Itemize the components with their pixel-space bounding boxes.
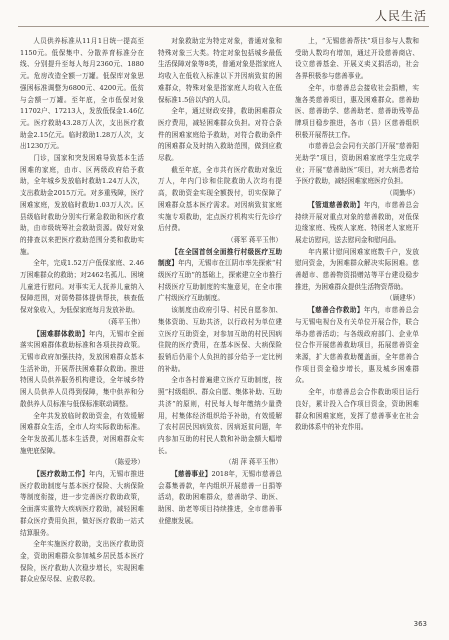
author-credit: （蒋平玉伟） [104,317,144,326]
paragraph [295,305,419,387]
paragraph [158,247,282,306]
section-heading: 【困难群体救助】 [33,329,89,338]
section-heading: 【慈善事业】 [171,470,212,479]
author-credit: （蒋军 蒋平玉伟） [227,235,282,244]
paragraph [295,387,419,434]
paragraph [20,539,144,586]
paragraph-text: 年内，无锡市全面落实困难群体救助标准和各项扶持政策。无锡市政府加强扶持，发放困难群众基本生活补助，开展帮扶困难群众救助。推进特困人员供养服务机构建设，全年城乡特困人员供养人员得到保障，集中供养和分散供养人员标准与低保标准联动调整。 [20,329,145,408]
paragraph [295,141,419,188]
paragraph [158,36,282,106]
paragraph-text: 年内，市慈善总会持续开展对重点对象的慈善救助，对低保边缘家庭、残疾人家庭、特困老人家庭开展走访慰问，送去慰问金和慰问品。 [295,200,420,244]
text-column-1 [20,36,144,586]
paragraph [158,106,282,165]
paragraph [20,411,144,458]
header-rule [18,26,429,27]
section-title: 人民生活 [374,9,427,23]
paragraph [295,83,419,142]
paragraph-text: 该制度由政府引导、村民自愿参加、集体资助、互助共济，以行政村为单位建立医疗互助资金，对参加互助的村民因病住院的医疗费用，在基本医保、大病保险报销后仍需个人负担的部分给予一定比例的补助。 [158,306,282,373]
paragraph-text: 对象救助定为特定对象，普通对象和特殊对象三大类。特定对象包括城乡最低生活保障对象等8类，普通对象是指家庭人均收入在低收入标准以下并因病致贫的困难群众，特殊对象是指家庭人均收入在低保标准1.5倍以内的人员。 [158,37,282,104]
author-credit: （顾建华） [386,294,419,303]
paragraph [295,247,419,294]
author-credit: （周勤华） [386,189,419,198]
section-heading: 【医疗救助工作】 [33,470,89,479]
paragraph [295,36,419,83]
paragraph-text: 门诊，国家和突发困难导致基本生活困难的家庭，由市、区两级政府给予救助，全年城乡发放临时救助1.24万人次，支出救助金2015万元。对多重残障，医疗困难家庭，发放临时救助1.03万人次。区县级临时救助分别实行紧急救助和医疗救助，由市级统筹社会救助资源。做好对象的排查以来把医疗救助范围分类和救助实施。 [20,154,144,256]
paragraph [158,165,282,235]
paragraph [158,469,282,528]
paragraph [20,329,144,411]
text-column-3 [295,36,419,434]
paragraph [295,200,419,247]
paragraph [158,305,282,375]
paragraph-text: 截至年底，全市共有医疗救助对象近万人，年内门诊和住院救助人次均有提高，救助资金实现全额拨付，切实保障了困难群众基本医疗需求。对因病致贫家庭实施专项救助，定点医疗机构实行先诊疗后付费。 [158,165,282,233]
paragraph [20,258,144,317]
paragraph-text: 2018年，无锡市慈善总会募集善款，年内组织开展慈善一日捐等活动，救助困难群众，慈善助学、助医、助困、助老等项目持续推进，全市慈善事业健康发展。 [158,470,283,525]
page-number: 363 [413,620,427,628]
paragraph-text: 年内，市慈善总会与无锡电视台及有关单位开展合作，联合举办慈善活动；与各级政府部门、企业单位合作开展慈善救助项目，拓展慈善资金来源，扩大慈善救助覆盖面，全年慈善合作项目资金稳步增长，惠及城乡困难群众。 [295,306,420,385]
paragraph-text: 年内累计慰问困难家庭数千户，发放慰问资金，为困难群众解决实际困难。慈善超市、慈善物资捐赠站等平台建设稳步推进，为困难群众提供生活物资帮助。 [295,247,419,291]
section-heading: 【慈善合作救助】 [308,306,364,315]
paragraph-text: 人员供养标准从11月1日统一提高至1150元。低保集中、分散养育标准分在线、分别提升至每人每月2360元、1880元。危房改造全额一万罐。低保库对象思强困标准调整为6800元、4200元。低贫与会额一万罐。至年底，全市低保对象11702户、17213人，发放低保金1.46亿元。医疗救助43.28万人次，支出医疗救助金2.15亿元。临时救助1.28万人次，支出1230万元。 [20,37,144,151]
paragraph-text: 全年共发放临时救助资金，有效缓解困难群众生活，全市人均实际救助标准。全年发放孤儿基本生活费，对困难群众实施兜底保障。 [20,411,144,455]
paragraph-text: 全年，通过财政安排，救助困难群众医疗费用，减轻困难群众负担。对符合条件的困难家庭给予救助，对符合救助条件的困难群众及时纳入救助范围，做到应救尽救。 [158,107,282,163]
paragraph [20,153,144,258]
paragraph-text: 年内，无锡市在江阴市率先探索“村级医疗互助”的基础上，探索建立全市推行村级医疗互助制度的实施意见，在全市推广村级医疗互助制度。 [158,259,283,303]
paragraph [158,375,282,457]
section-heading: 【在全国首创全面推行村级医疗互助制度】 [158,247,282,268]
paragraph-text: 全年实施医疗救助，支出医疗救助资金，资助困难群众参加城乡居民基本医疗保险，医疗救助人次稳步增长，实现困难群众应保尽保、应救尽救。 [20,540,144,584]
paragraph-text: 市慈善总会会同有关部门开展“慈善阳光助学”项目，资助困难家庭学生完成学业；开展“慈善助医”项目，对大病患者给予医疗救助，减轻困难家庭医疗负担。 [295,142,419,186]
author-credit: （陈爱珍） [111,458,144,467]
author-credit: （胡 萍 蒋平玉伟） [225,458,282,467]
text-column-2 [158,36,282,528]
section-heading: 【管道慈善救助】 [308,200,364,209]
paragraph [20,469,144,539]
paragraph-text: 全年，市慈善总会合作救助项目运行良好，累计投入合作项目资金，资助困难群众和困难家庭，发挥了慈善事业在社会救助体系中的补充作用。 [295,388,419,432]
paragraph-text: 全年，完成1.52万户低保家庭、2.46万困难群众的救助；对2462名孤儿、困境儿童进行慰问。对事实无人抚养儿童纳入保障范围，对弱势群体提供帮扶，核查低保对象收入，为低保家庭每月发放补助。 [20,259,144,315]
paragraph [20,36,144,153]
paragraph-text: 年内，无锡市推进医疗救助制度与基本医疗保险、大病保险等制度衔接，进一步完善医疗救助政策，全面落实重特大疾病医疗救助，减轻困难群众医疗费用负担，做好医疗救助一站式结算服务。 [20,470,145,537]
paragraph-text: 上，“无锡慈善帮扶”项目参与人数和受助人数均有增加，通过开设慈善商店、设立慈善基金、开展义卖义捐活动，社会各界积极参与慈善事业。 [295,37,419,81]
page-header [0,0,449,36]
paragraph-text: 全年，市慈善总会接收社会捐赠，实施各类慈善项目，惠及困难群众。慈善助医、慈善助学、慈善助老、慈善助残等品牌项目稳步推进，各市（县）区慈善组织积极开展帮扶工作。 [295,83,419,139]
paragraph-text: 全市各村普遍建立医疗互助制度，按照“村级组织、群众自愿、集体补助、互助共济”的原则，村民每人每年缴纳少量费用，村集体经济组织给予补助，有效缓解了农村居民因病致贫、因病返贫问题，年内参加互助的村民人数和补助金额大幅增长。 [158,376,282,455]
